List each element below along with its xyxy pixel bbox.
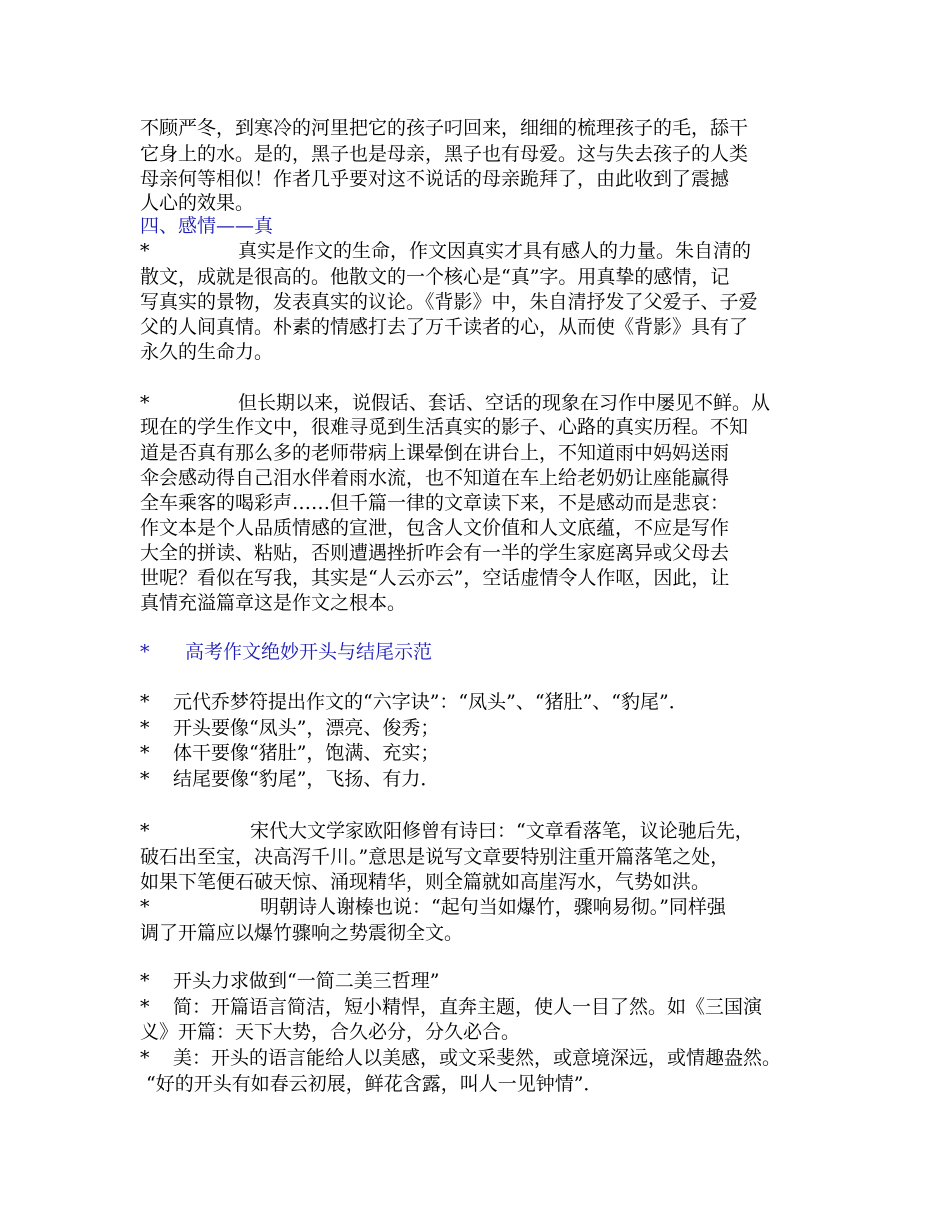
section-heading: 四、感情——真	[140, 215, 274, 237]
bullet-text: 开头力求做到“一简二美三哲理”	[173, 970, 440, 992]
body-line: 世呢？看似在写我，其实是“人云亦云”，空话虚情令人作呕，因此，让	[140, 567, 730, 589]
bullet-item: * 元代乔梦符提出作文的“六字诀”：“凤头”、“猪肚”、“豹尾”．	[140, 691, 688, 713]
bullet-text: 结尾要像“豹尾”，飞扬、有力．	[173, 768, 440, 790]
body-line: 伞会感动得自己泪水伴着雨水流，也不知道在车上给老奶奶让座能赢得	[140, 467, 730, 489]
bullet-item: * 开头要像“凤头”，漂亮、俊秀；	[140, 717, 440, 739]
body-line: 如果下笔便石破天惊、涌现精华，则全篇就如高崖泻水，气势如洪。	[140, 871, 711, 893]
bullet-paragraph: * 宋代大文学家欧阳修曾有诗曰：“文章看落笔，议论驰后先，	[140, 820, 754, 842]
bullet-item: * 体干要像“猪肚”，饱满、充实；	[140, 742, 440, 764]
body-line: 不顾严冬，到寒冷的河里把它的孩子叼回来，细细的梳理孩子的毛，舔干	[140, 117, 749, 139]
body-line: 写真实的景物，发表真实的议论。《背影》中，朱自清抒发了父爱子、子爱	[140, 291, 758, 313]
body-line: 现在的学生作文中，很难寻觅到生活真实的影子、心路的真实历程。不知	[140, 416, 749, 438]
body-line: 永久的生命力。	[140, 341, 274, 363]
body-line: 它身上的水。是的，黑子也是母亲，黑子也有母爱。这与失去孩子的人类	[140, 143, 749, 165]
body-line: 道是否真有那么多的老师带病上课晕倒在讲台上，不知道雨中妈妈送雨	[140, 442, 730, 464]
body-line: 母亲何等相似！作者几乎要对这不说话的母亲跪拜了，由此收到了震撼	[140, 168, 730, 190]
bullet-paragraph: * 真实是作文的生命，作文因真实才具有感人的力量。朱自清的	[140, 240, 752, 262]
body-line: 真实是作文的生命，作文因真实才具有感人的力量。朱自清的	[238, 240, 752, 262]
section-heading: * 高考作文绝妙开头与结尾示范	[140, 641, 433, 663]
body-line: 宋代大文学家欧阳修曾有诗曰：“文章看落笔，议论驰后先，	[250, 820, 754, 842]
body-line: 真情充溢篇章这是作文之根本。	[140, 592, 407, 614]
body-line: 作文本是个人品质情感的宣泄，包含人文价值和人文底蕴，不应是写作	[140, 517, 730, 539]
body-line: 明朝诗人谢榛也说：“起句当如爆竹，骤响易彻。”同样强	[260, 896, 726, 918]
bullet-text: 开头要像“凤头”，漂亮、俊秀；	[173, 717, 440, 739]
bullet-item: * 结尾要像“豹尾”，飞扬、有力．	[140, 768, 440, 790]
heading-text: 高考作文绝妙开头与结尾示范	[185, 641, 433, 663]
body-line: 人心的效果。	[140, 192, 255, 214]
body-line: “好的开头有如春云初展，鲜花含露，叫人一见钟情”．	[146, 1073, 603, 1095]
bullet-text: 美：开头的语言能给人以美感，或文采斐然，或意境深远，或情趣盎然。	[173, 1047, 782, 1069]
body-line: 调了开篇应以爆竹骤响之势震彻全文。	[140, 922, 464, 944]
bullet-paragraph: * 但长期以来，说假话、套话、空话的现象在习作中屡见不鲜。从	[140, 392, 771, 414]
bullet-item: * 开头力求做到“一简二美三哲理”	[140, 970, 440, 992]
body-line: 大全的拼读、粘贴，否则遭遇挫折咋会有一半的学生家庭离异或父母去	[140, 542, 730, 564]
bullet-item: * 美：开头的语言能给人以美感，或文采斐然，或意境深远，或情趣盎然。	[140, 1047, 782, 1069]
bullet-text: 体干要像“猪肚”，饱满、充实；	[173, 742, 440, 764]
bullet-text: 元代乔梦符提出作文的“六字诀”：“凤头”、“猪肚”、“豹尾”．	[173, 691, 688, 713]
body-line: 破石出至宝，决高泻千川。”意思是说写文章要特别注重开篇落笔之处，	[140, 846, 730, 868]
body-line: 父的人间真情。朴素的情感打去了万千读者的心，从而使《背影》具有了	[140, 316, 749, 338]
bullet-text: 简：开篇语言简洁，短小精悍，直奔主题，使人一目了然。如《三国演	[173, 996, 763, 1018]
body-line: 义》开篇：天下大势，合久必分，分久必合。	[140, 1021, 521, 1043]
body-line: 但长期以来，说假话、套话、空话的现象在习作中屡见不鲜。从	[238, 392, 771, 414]
body-line: 全车乘客的喝彩声……但千篇一律的文章读下来，不是感动而是悲哀：	[140, 492, 730, 514]
bullet-paragraph: * 明朝诗人谢榛也说：“起句当如爆竹，骤响易彻。”同样强	[140, 896, 726, 918]
bullet-item: * 简：开篇语言简洁，短小精悍，直奔主题，使人一目了然。如《三国演	[140, 996, 763, 1018]
body-line: 散文，成就是很高的。他散文的一个核心是“真”字。用真挚的感情，记	[140, 266, 730, 288]
